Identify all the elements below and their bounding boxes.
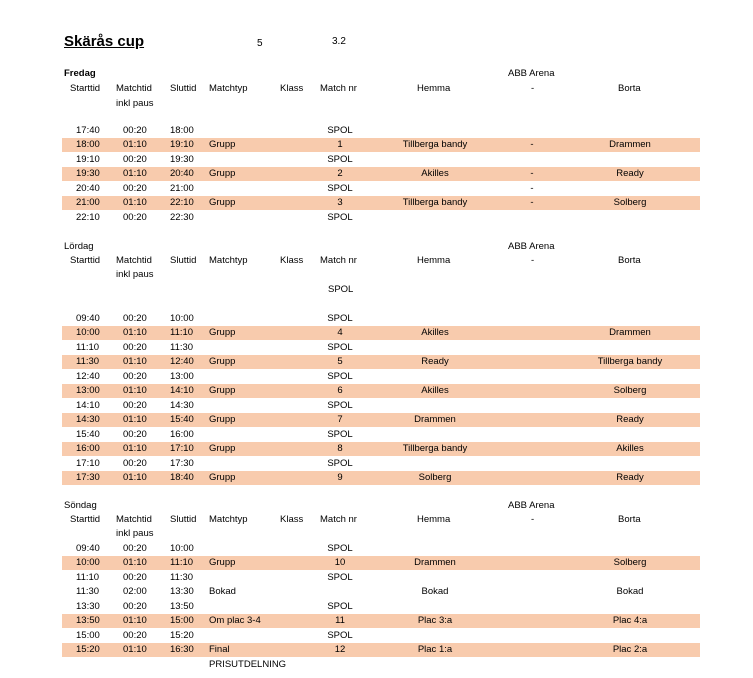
match-type: Grupp xyxy=(209,557,236,569)
start-time: 09:40 xyxy=(76,313,100,324)
away-team: Bokad xyxy=(616,586,644,598)
column-header-end: Sluttid xyxy=(170,83,197,94)
away-team: Plac 2:a xyxy=(612,644,648,656)
table-row xyxy=(62,571,700,585)
table-row xyxy=(62,167,700,181)
column-header-duration-sub: inkl paus xyxy=(116,98,154,109)
home-team: Ready xyxy=(421,356,449,368)
start-time: 15:00 xyxy=(76,629,100,641)
match-number: 8 xyxy=(337,443,343,455)
start-time: 14:10 xyxy=(76,399,100,411)
end-time: 13:30 xyxy=(170,586,194,598)
match-number: SPOL xyxy=(327,399,353,411)
match-number: 9 xyxy=(337,471,343,483)
arena-label: ABB Arena xyxy=(508,500,555,511)
match-duration: 00:20 xyxy=(123,571,147,583)
end-time: 15:20 xyxy=(170,629,194,641)
separator: - xyxy=(530,168,534,180)
match-duration: 00:20 xyxy=(123,600,147,612)
end-time: 11:30 xyxy=(170,341,194,353)
separator: - xyxy=(530,182,534,194)
end-time: 15:00 xyxy=(170,615,194,627)
column-header-match-nr: Match nr xyxy=(320,514,357,525)
column-header-dash: - xyxy=(531,255,535,266)
column-header-dash: - xyxy=(531,514,535,525)
table-row xyxy=(62,370,700,384)
start-time: 13:00 xyxy=(76,385,100,397)
table-row xyxy=(62,585,700,599)
table-row xyxy=(62,312,700,326)
home-team: Tillberga bandy xyxy=(402,139,468,151)
table-row xyxy=(62,182,700,196)
start-time: 19:30 xyxy=(76,168,100,180)
start-time: 17:40 xyxy=(76,125,100,136)
match-type: Bokad xyxy=(209,586,236,598)
start-time: 10:00 xyxy=(76,327,100,339)
column-header-type: Matchtyp xyxy=(209,255,248,266)
start-time: 18:00 xyxy=(76,139,100,151)
match-type: Final xyxy=(209,644,230,656)
match-duration: 00:20 xyxy=(123,211,147,223)
end-time: 17:10 xyxy=(170,443,194,455)
end-time: 19:10 xyxy=(170,139,194,151)
match-number: SPOL xyxy=(327,313,353,324)
match-duration: 02:00 xyxy=(123,586,147,598)
away-team: Solberg xyxy=(613,197,647,209)
home-team: Bokad xyxy=(421,586,449,598)
away-team: Akilles xyxy=(616,443,644,455)
start-time: 13:30 xyxy=(76,600,100,612)
table-row xyxy=(62,542,700,556)
match-type: Grupp xyxy=(209,471,236,483)
start-time: 09:40 xyxy=(76,543,100,554)
column-header-match-nr: Match nr xyxy=(320,255,357,266)
away-team: Ready xyxy=(616,168,644,180)
table-row xyxy=(62,124,700,138)
start-time: 10:00 xyxy=(76,557,100,569)
column-header-end: Sluttid xyxy=(170,514,197,525)
match-duration: 00:20 xyxy=(123,629,147,641)
column-header-away: Borta xyxy=(618,83,641,94)
page-title: Skärås cup xyxy=(64,33,145,50)
end-time: 17:30 xyxy=(170,457,194,469)
home-team: Tillberga bandy xyxy=(402,443,468,455)
end-time: 11:10 xyxy=(170,327,194,339)
start-time: 11:30 xyxy=(76,356,100,368)
match-number: SPOL xyxy=(327,341,353,353)
arena-label: ABB Arena xyxy=(508,68,555,79)
table-row xyxy=(62,138,700,152)
start-time: 19:10 xyxy=(76,153,100,165)
end-time: 22:30 xyxy=(170,211,194,223)
match-duration: 01:10 xyxy=(123,385,147,397)
home-team: Akilles xyxy=(421,385,449,397)
day-label: Söndag xyxy=(64,500,97,511)
home-team: Plac 3:a xyxy=(417,615,453,627)
end-time: 18:40 xyxy=(170,471,194,483)
match-duration: 01:10 xyxy=(123,356,147,368)
end-time: 20:40 xyxy=(170,168,194,180)
match-duration: 00:20 xyxy=(123,399,147,411)
end-time: 18:00 xyxy=(170,125,194,136)
table-row xyxy=(62,326,700,340)
match-number: SPOL xyxy=(327,629,353,641)
match-number: SPOL xyxy=(327,543,353,554)
start-time: 20:40 xyxy=(76,182,100,194)
table-row xyxy=(62,442,700,456)
column-header-class: Klass xyxy=(280,255,304,266)
table-row xyxy=(62,457,700,471)
match-duration: 00:20 xyxy=(123,543,147,554)
end-time: 19:30 xyxy=(170,153,194,165)
column-header-type: Matchtyp xyxy=(209,83,248,94)
match-number: SPOL xyxy=(327,182,353,194)
away-team: Tillberga bandy xyxy=(597,356,663,368)
match-duration: 01:10 xyxy=(123,557,147,569)
end-time: 21:00 xyxy=(170,182,194,194)
start-time: 11:30 xyxy=(76,586,100,598)
match-number: 10 xyxy=(334,557,346,569)
column-header-home: Hemma xyxy=(417,255,451,266)
match-type: Grupp xyxy=(209,443,236,455)
column-header-away: Borta xyxy=(618,255,641,266)
column-header-home: Hemma xyxy=(417,83,451,94)
end-time: 13:50 xyxy=(170,600,194,612)
match-number: 5 xyxy=(337,356,343,368)
home-team: Drammen xyxy=(414,414,456,426)
away-team: Drammen xyxy=(609,327,651,339)
separator: - xyxy=(530,139,534,151)
away-team: Solberg xyxy=(613,557,647,569)
home-team: Tillberga bandy xyxy=(402,197,468,209)
start-time: 16:00 xyxy=(76,443,100,455)
end-time: 16:30 xyxy=(170,644,194,656)
end-time: 16:00 xyxy=(170,428,194,440)
match-duration: 00:20 xyxy=(123,153,147,165)
home-team: Plac 1:a xyxy=(417,644,453,656)
column-header-duration: Matchtid xyxy=(116,83,152,94)
table-row xyxy=(62,153,700,167)
start-time: 17:10 xyxy=(76,457,100,469)
header-number-2: 3.2 xyxy=(332,36,346,47)
column-header-start: Starttid xyxy=(70,83,101,94)
end-time: 14:10 xyxy=(170,385,194,397)
match-number: 7 xyxy=(337,414,343,426)
match-duration: 01:10 xyxy=(123,168,147,180)
home-team: Akilles xyxy=(421,327,449,339)
match-duration: 00:20 xyxy=(123,457,147,469)
column-header-home: Hemma xyxy=(417,514,451,525)
match-duration: 00:20 xyxy=(123,370,147,382)
table-row xyxy=(62,384,700,398)
table-row xyxy=(62,643,700,657)
end-time: 11:10 xyxy=(170,557,194,569)
match-number: SPOL xyxy=(327,428,353,440)
match-type: Grupp xyxy=(209,168,236,180)
column-header-class: Klass xyxy=(280,83,304,94)
match-duration: 00:20 xyxy=(123,182,147,194)
match-number: SPOL xyxy=(327,457,353,469)
match-number: SPOL xyxy=(327,571,353,583)
match-number: SPOL xyxy=(327,125,353,136)
match-number: SPOL xyxy=(327,153,353,165)
match-duration: 00:20 xyxy=(123,428,147,440)
table-row xyxy=(62,399,700,413)
separator: - xyxy=(530,197,534,209)
column-header-match-nr: Match nr xyxy=(320,83,357,94)
table-row xyxy=(62,629,700,643)
match-duration: 01:10 xyxy=(123,139,147,151)
table-row xyxy=(62,600,700,614)
match-number: SPOL xyxy=(327,211,353,223)
header-number-1: 5 xyxy=(257,38,263,49)
match-duration: 01:10 xyxy=(123,644,147,656)
table-row xyxy=(62,355,700,369)
away-team: Drammen xyxy=(609,139,651,151)
match-number: 3 xyxy=(337,197,343,209)
end-time: 14:30 xyxy=(170,399,194,411)
table-row xyxy=(62,614,700,628)
table-row xyxy=(62,428,700,442)
away-team: Ready xyxy=(616,414,644,426)
column-header-end: Sluttid xyxy=(170,255,197,266)
away-team: Solberg xyxy=(613,385,647,397)
end-time: 11:30 xyxy=(170,571,194,583)
match-number: 6 xyxy=(337,385,343,397)
match-type: Grupp xyxy=(209,139,236,151)
start-time: 21:00 xyxy=(76,197,100,209)
match-number: SPOL xyxy=(327,600,353,612)
end-time: 10:00 xyxy=(170,543,194,554)
match-number: 1 xyxy=(337,139,343,151)
column-header-class: Klass xyxy=(280,514,304,525)
column-header-away: Borta xyxy=(618,514,641,525)
match-number: 4 xyxy=(337,327,343,339)
column-header-start: Starttid xyxy=(70,514,101,525)
end-time: 13:00 xyxy=(170,370,194,382)
column-header-dash: - xyxy=(531,83,535,94)
start-time: 22:10 xyxy=(76,211,100,223)
match-number: 12 xyxy=(334,644,346,656)
start-time: 11:10 xyxy=(76,571,100,583)
day-label: Lördag xyxy=(64,241,94,252)
match-type: Grupp xyxy=(209,197,236,209)
match-duration: 01:10 xyxy=(123,471,147,483)
match-duration: 00:20 xyxy=(123,125,147,136)
column-header-duration: Matchtid xyxy=(116,255,152,266)
column-header-type: Matchtyp xyxy=(209,514,248,525)
arena-label: ABB Arena xyxy=(508,241,555,252)
table-row xyxy=(62,471,700,485)
match-type: Grupp xyxy=(209,356,236,368)
match-duration: 01:10 xyxy=(123,414,147,426)
spol-label: SPOL xyxy=(328,284,354,295)
match-duration: 01:10 xyxy=(123,197,147,209)
footer-note: PRISUTDELNING xyxy=(209,658,287,670)
table-row xyxy=(62,556,700,570)
match-number: 2 xyxy=(337,168,343,180)
table-row xyxy=(62,341,700,355)
start-time: 11:10 xyxy=(76,341,100,353)
start-time: 17:30 xyxy=(76,471,100,483)
match-type: Grupp xyxy=(209,327,236,339)
start-time: 14:30 xyxy=(76,414,100,426)
match-duration: 01:10 xyxy=(123,615,147,627)
away-team: Plac 4:a xyxy=(612,615,648,627)
match-duration: 00:20 xyxy=(123,341,147,353)
start-time: 15:20 xyxy=(76,644,100,656)
start-time: 15:40 xyxy=(76,428,100,440)
end-time: 10:00 xyxy=(170,313,194,324)
column-header-duration-sub: inkl paus xyxy=(116,269,154,280)
home-team: Drammen xyxy=(414,557,456,569)
away-team: Ready xyxy=(616,471,644,483)
match-type: Grupp xyxy=(209,385,236,397)
column-header-start: Starttid xyxy=(70,255,101,266)
match-number: 11 xyxy=(335,615,345,627)
end-time: 12:40 xyxy=(170,356,194,368)
table-row xyxy=(62,413,700,427)
start-time: 12:40 xyxy=(76,370,100,382)
table-row xyxy=(62,196,700,210)
table-row xyxy=(62,211,700,225)
home-team: Akilles xyxy=(421,168,449,180)
end-time: 22:10 xyxy=(170,197,194,209)
column-header-duration: Matchtid xyxy=(116,514,152,525)
end-time: 15:40 xyxy=(170,414,194,426)
column-header-duration-sub: inkl paus xyxy=(116,528,154,539)
home-team: Solberg xyxy=(418,471,452,483)
match-duration: 00:20 xyxy=(123,313,147,324)
match-type: Grupp xyxy=(209,414,236,426)
start-time: 13:50 xyxy=(76,615,100,627)
match-number: SPOL xyxy=(327,370,353,382)
match-duration: 01:10 xyxy=(123,443,147,455)
match-duration: 01:10 xyxy=(123,327,147,339)
day-label: Fredag xyxy=(64,68,96,79)
match-type: Om plac 3-4 xyxy=(209,615,261,627)
